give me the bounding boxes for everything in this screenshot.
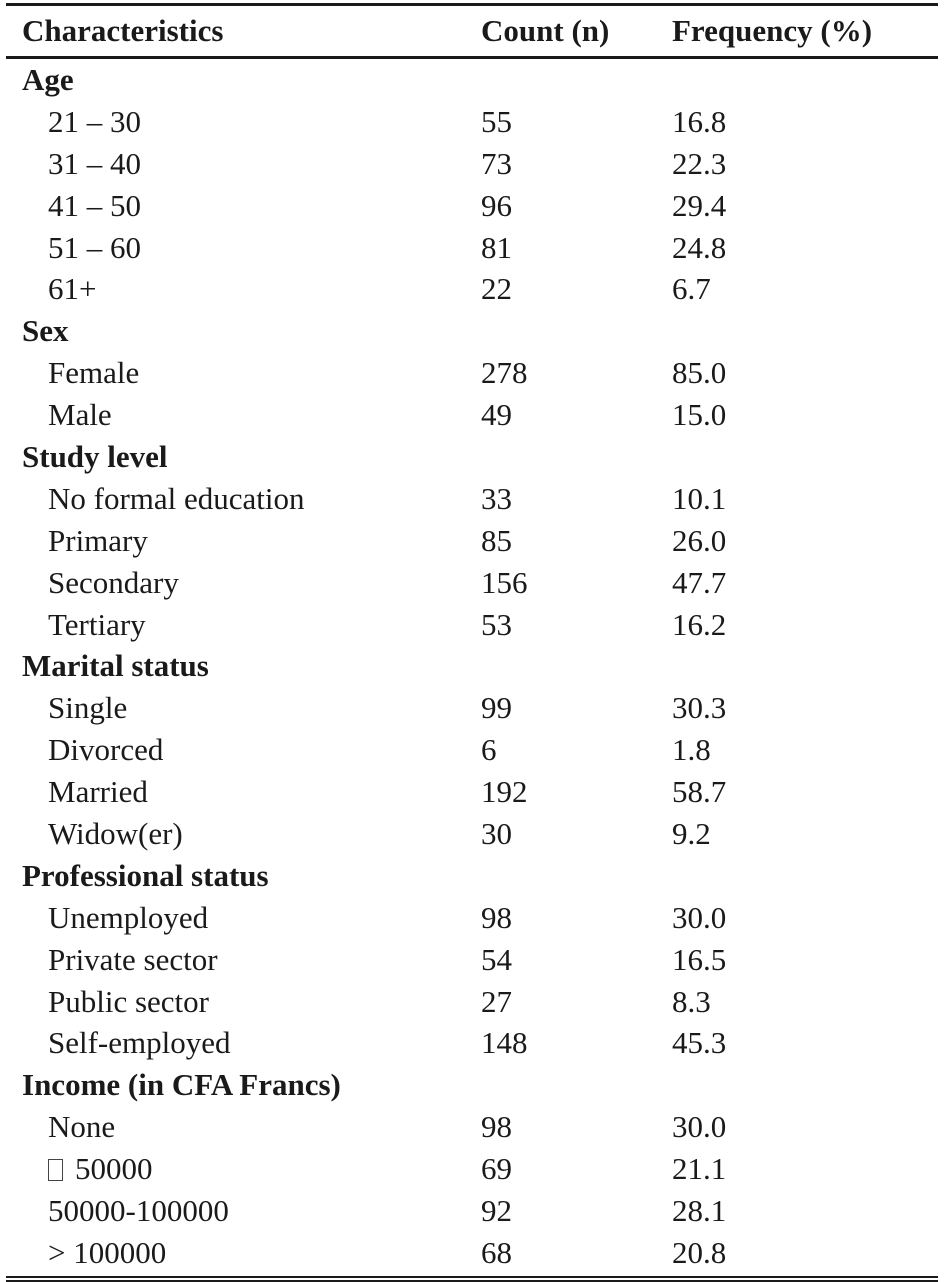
row-count: 92: [481, 1193, 512, 1229]
row-label: Primary: [48, 522, 148, 558]
section-title: Marital status: [22, 648, 209, 684]
row-label: Secondary: [48, 564, 179, 600]
missing-glyph-icon: [48, 1159, 63, 1181]
section-title: Age: [22, 62, 74, 97]
table-row: [6, 185, 938, 227]
header-characteristics: Characteristics: [22, 13, 224, 48]
row-label: 50000-100000: [48, 1193, 229, 1229]
row-frequency: 20.8: [672, 1234, 727, 1270]
row-count: 73: [481, 145, 512, 181]
row-label: Single: [48, 690, 128, 726]
table-row: [6, 394, 938, 436]
table-row: [6, 143, 938, 185]
section-row: [6, 1064, 938, 1106]
table-body: [6, 59, 938, 1274]
row-count: 98: [481, 899, 512, 935]
table-row: [6, 520, 938, 562]
row-frequency: 1.8: [672, 732, 711, 768]
table-row: [6, 352, 938, 394]
table-row: [6, 939, 938, 981]
row-count: 68: [481, 1234, 512, 1270]
table-row: [6, 1106, 938, 1148]
row-frequency: 24.8: [672, 229, 727, 265]
row-label: Widow(er): [48, 816, 183, 852]
row-frequency: 30.0: [672, 1109, 727, 1145]
table-row: [6, 813, 938, 855]
row-count: 27: [481, 983, 512, 1019]
table-row: [6, 981, 938, 1023]
row-label: 31 – 40: [48, 145, 141, 181]
row-count: 30: [481, 816, 512, 852]
table-row: [6, 478, 938, 520]
row-frequency: 21.1: [672, 1151, 727, 1187]
table-row: [6, 604, 938, 646]
table-row: [6, 562, 938, 604]
section-row: [6, 59, 938, 101]
row-frequency: 29.4: [672, 187, 727, 223]
row-frequency: 58.7: [672, 774, 727, 810]
row-label: Public sector: [48, 983, 209, 1019]
table-row: [6, 1232, 938, 1274]
row-frequency: 26.0: [672, 522, 727, 558]
section-row: [6, 436, 938, 478]
row-label: Tertiary: [48, 606, 146, 642]
table-row: [6, 268, 938, 310]
section-title: Professional status: [22, 857, 269, 893]
section-row: [6, 645, 938, 687]
row-label: Divorced: [48, 732, 164, 768]
table-header-row: [6, 6, 938, 56]
row-frequency: 30.3: [672, 690, 727, 726]
row-frequency: 85.0: [672, 355, 727, 391]
table-row: [6, 771, 938, 813]
row-count: 278: [481, 355, 528, 391]
row-frequency: 6.7: [672, 271, 711, 307]
row-label: Female: [48, 355, 140, 391]
section-title: Income (in CFA Francs): [22, 1067, 341, 1103]
row-count: 54: [481, 941, 512, 977]
row-count: 33: [481, 480, 512, 516]
row-label: No formal education: [48, 480, 305, 516]
row-label: None: [48, 1109, 116, 1145]
row-label: Married: [48, 774, 148, 810]
row-label: Male: [48, 397, 112, 433]
row-frequency: 47.7: [672, 564, 727, 600]
row-frequency: 45.3: [672, 1025, 727, 1061]
table-row: [6, 1022, 938, 1064]
row-count: 96: [481, 187, 512, 223]
row-count: 6: [481, 732, 497, 768]
row-label: 61+: [48, 271, 97, 307]
row-frequency: 10.1: [672, 480, 727, 516]
row-count: 85: [481, 522, 512, 558]
row-count: 99: [481, 690, 512, 726]
section-title: Sex: [22, 313, 69, 349]
header-count: Count (n): [481, 13, 610, 48]
row-frequency: 16.2: [672, 606, 727, 642]
row-count: 49: [481, 397, 512, 433]
row-frequency: 28.1: [672, 1193, 727, 1229]
header-frequency: Frequency (%): [672, 13, 873, 48]
row-frequency: 22.3: [672, 145, 727, 181]
table-row: [6, 1148, 938, 1190]
row-count: 192: [481, 774, 528, 810]
table-row: [6, 1190, 938, 1232]
row-frequency: 16.8: [672, 103, 727, 139]
row-frequency: 30.0: [672, 899, 727, 935]
row-label: > 100000: [48, 1234, 167, 1270]
demographics-table: [6, 3, 938, 1282]
section-title: Study level: [22, 439, 168, 475]
table-bottom-rule: [6, 1276, 938, 1278]
table-row: [6, 729, 938, 771]
row-label: Private sector: [48, 941, 218, 977]
row-count: 98: [481, 1109, 512, 1145]
row-label: 41 – 50: [48, 187, 141, 223]
row-frequency: 9.2: [672, 816, 711, 852]
table-row: [6, 687, 938, 729]
row-label: Self-employed: [48, 1025, 231, 1061]
row-label: 51 – 60: [48, 229, 141, 265]
section-row: [6, 855, 938, 897]
row-count: 148: [481, 1025, 528, 1061]
row-frequency: 8.3: [672, 983, 711, 1019]
row-count: 55: [481, 103, 512, 139]
row-frequency: 16.5: [672, 941, 727, 977]
table-row: [6, 101, 938, 143]
section-row: [6, 310, 938, 352]
row-label: 21 – 30: [48, 103, 141, 139]
row-count: 53: [481, 606, 512, 642]
row-count: 156: [481, 564, 528, 600]
row-label-text: 50000: [75, 1151, 153, 1187]
row-count: 69: [481, 1151, 512, 1187]
row-frequency: 15.0: [672, 397, 727, 433]
row-label: [48, 1148, 153, 1190]
row-label: Unemployed: [48, 899, 209, 935]
table-row: [6, 227, 938, 269]
row-count: 81: [481, 229, 512, 265]
table-row: [6, 897, 938, 939]
row-count: 22: [481, 271, 512, 307]
